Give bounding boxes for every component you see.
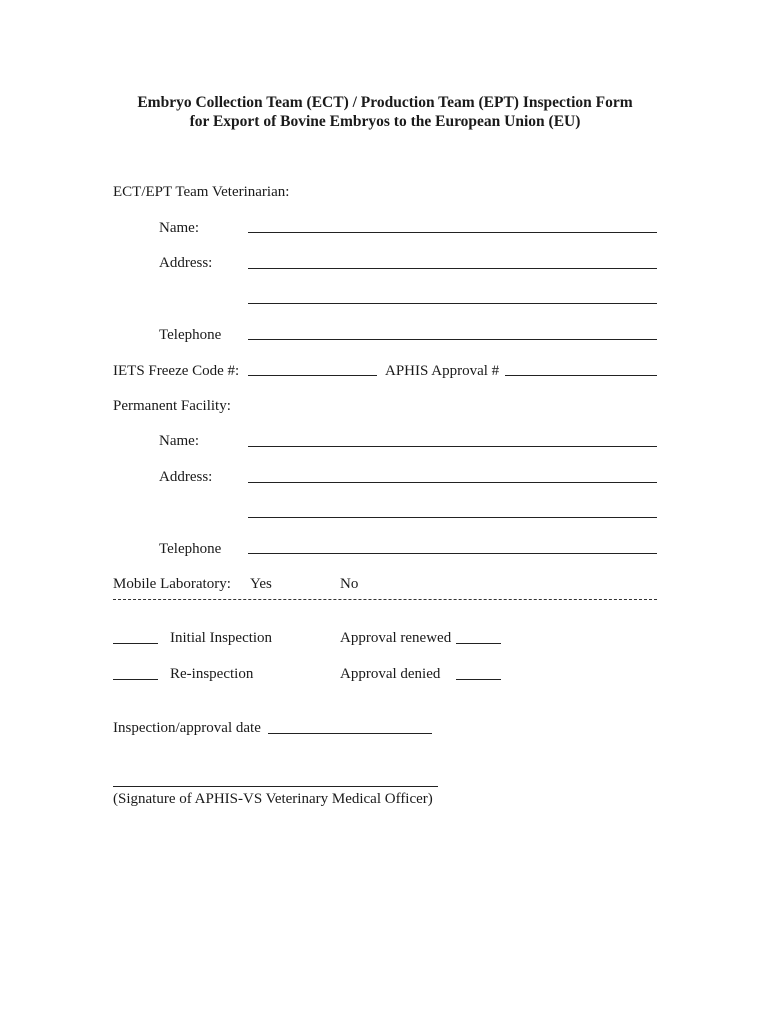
vet-telephone-label: Telephone <box>159 327 222 343</box>
initial-inspection-label: Initial Inspection <box>170 630 273 646</box>
approval-renewed-label: Approval renewed <box>340 630 452 646</box>
signature-caption: (Signature of APHIS-VS Veterinary Medical Officer) <box>113 791 433 807</box>
vet-address-label: Address: <box>159 255 213 271</box>
iets-freeze-code-field[interactable] <box>248 375 377 376</box>
form-title-line1: Embryo Collection Team (ECT) / Production Team (EPT) Inspection Form <box>137 94 633 111</box>
facility-heading: Permanent Facility: <box>113 398 231 414</box>
vet-address-field-line1[interactable] <box>248 268 657 269</box>
iets-freeze-code-label: IETS Freeze Code #: <box>113 363 240 379</box>
facility-telephone-label: Telephone <box>159 541 222 557</box>
aphis-approval-field[interactable] <box>505 375 657 376</box>
facility-address-field-line1[interactable] <box>248 482 657 483</box>
dashed-divider <box>113 599 657 600</box>
vet-telephone-field[interactable] <box>248 339 657 340</box>
vet-address-field-line2[interactable] <box>248 303 657 304</box>
mobile-lab-yes-option[interactable]: Yes <box>250 576 272 592</box>
mobile-lab-label: Mobile Laboratory: <box>113 576 231 592</box>
facility-telephone-field[interactable] <box>248 553 657 554</box>
facility-address-label: Address: <box>159 469 213 485</box>
approval-denied-check-field[interactable] <box>456 679 501 680</box>
inspection-date-label: Inspection/approval date <box>113 720 261 736</box>
initial-inspection-check-field[interactable] <box>113 643 158 644</box>
facility-name-field[interactable] <box>248 446 657 447</box>
mobile-lab-no-option[interactable]: No <box>340 576 359 592</box>
veterinarian-heading: ECT/EPT Team Veterinarian: <box>113 184 290 200</box>
vet-name-label: Name: <box>159 220 199 236</box>
signature-field[interactable] <box>113 786 438 787</box>
reinspection-check-field[interactable] <box>113 679 158 680</box>
facility-address-field-line2[interactable] <box>248 517 657 518</box>
aphis-approval-label: APHIS Approval # <box>385 363 500 379</box>
vet-name-field[interactable] <box>248 232 657 233</box>
inspection-date-field[interactable] <box>268 733 432 734</box>
reinspection-label: Re-inspection <box>170 666 254 682</box>
form-title-line2: for Export of Bovine Embryos to the European Union (EU) <box>189 113 581 130</box>
facility-name-label: Name: <box>159 433 199 449</box>
approval-denied-label: Approval denied <box>340 666 441 682</box>
approval-renewed-check-field[interactable] <box>456 643 501 644</box>
